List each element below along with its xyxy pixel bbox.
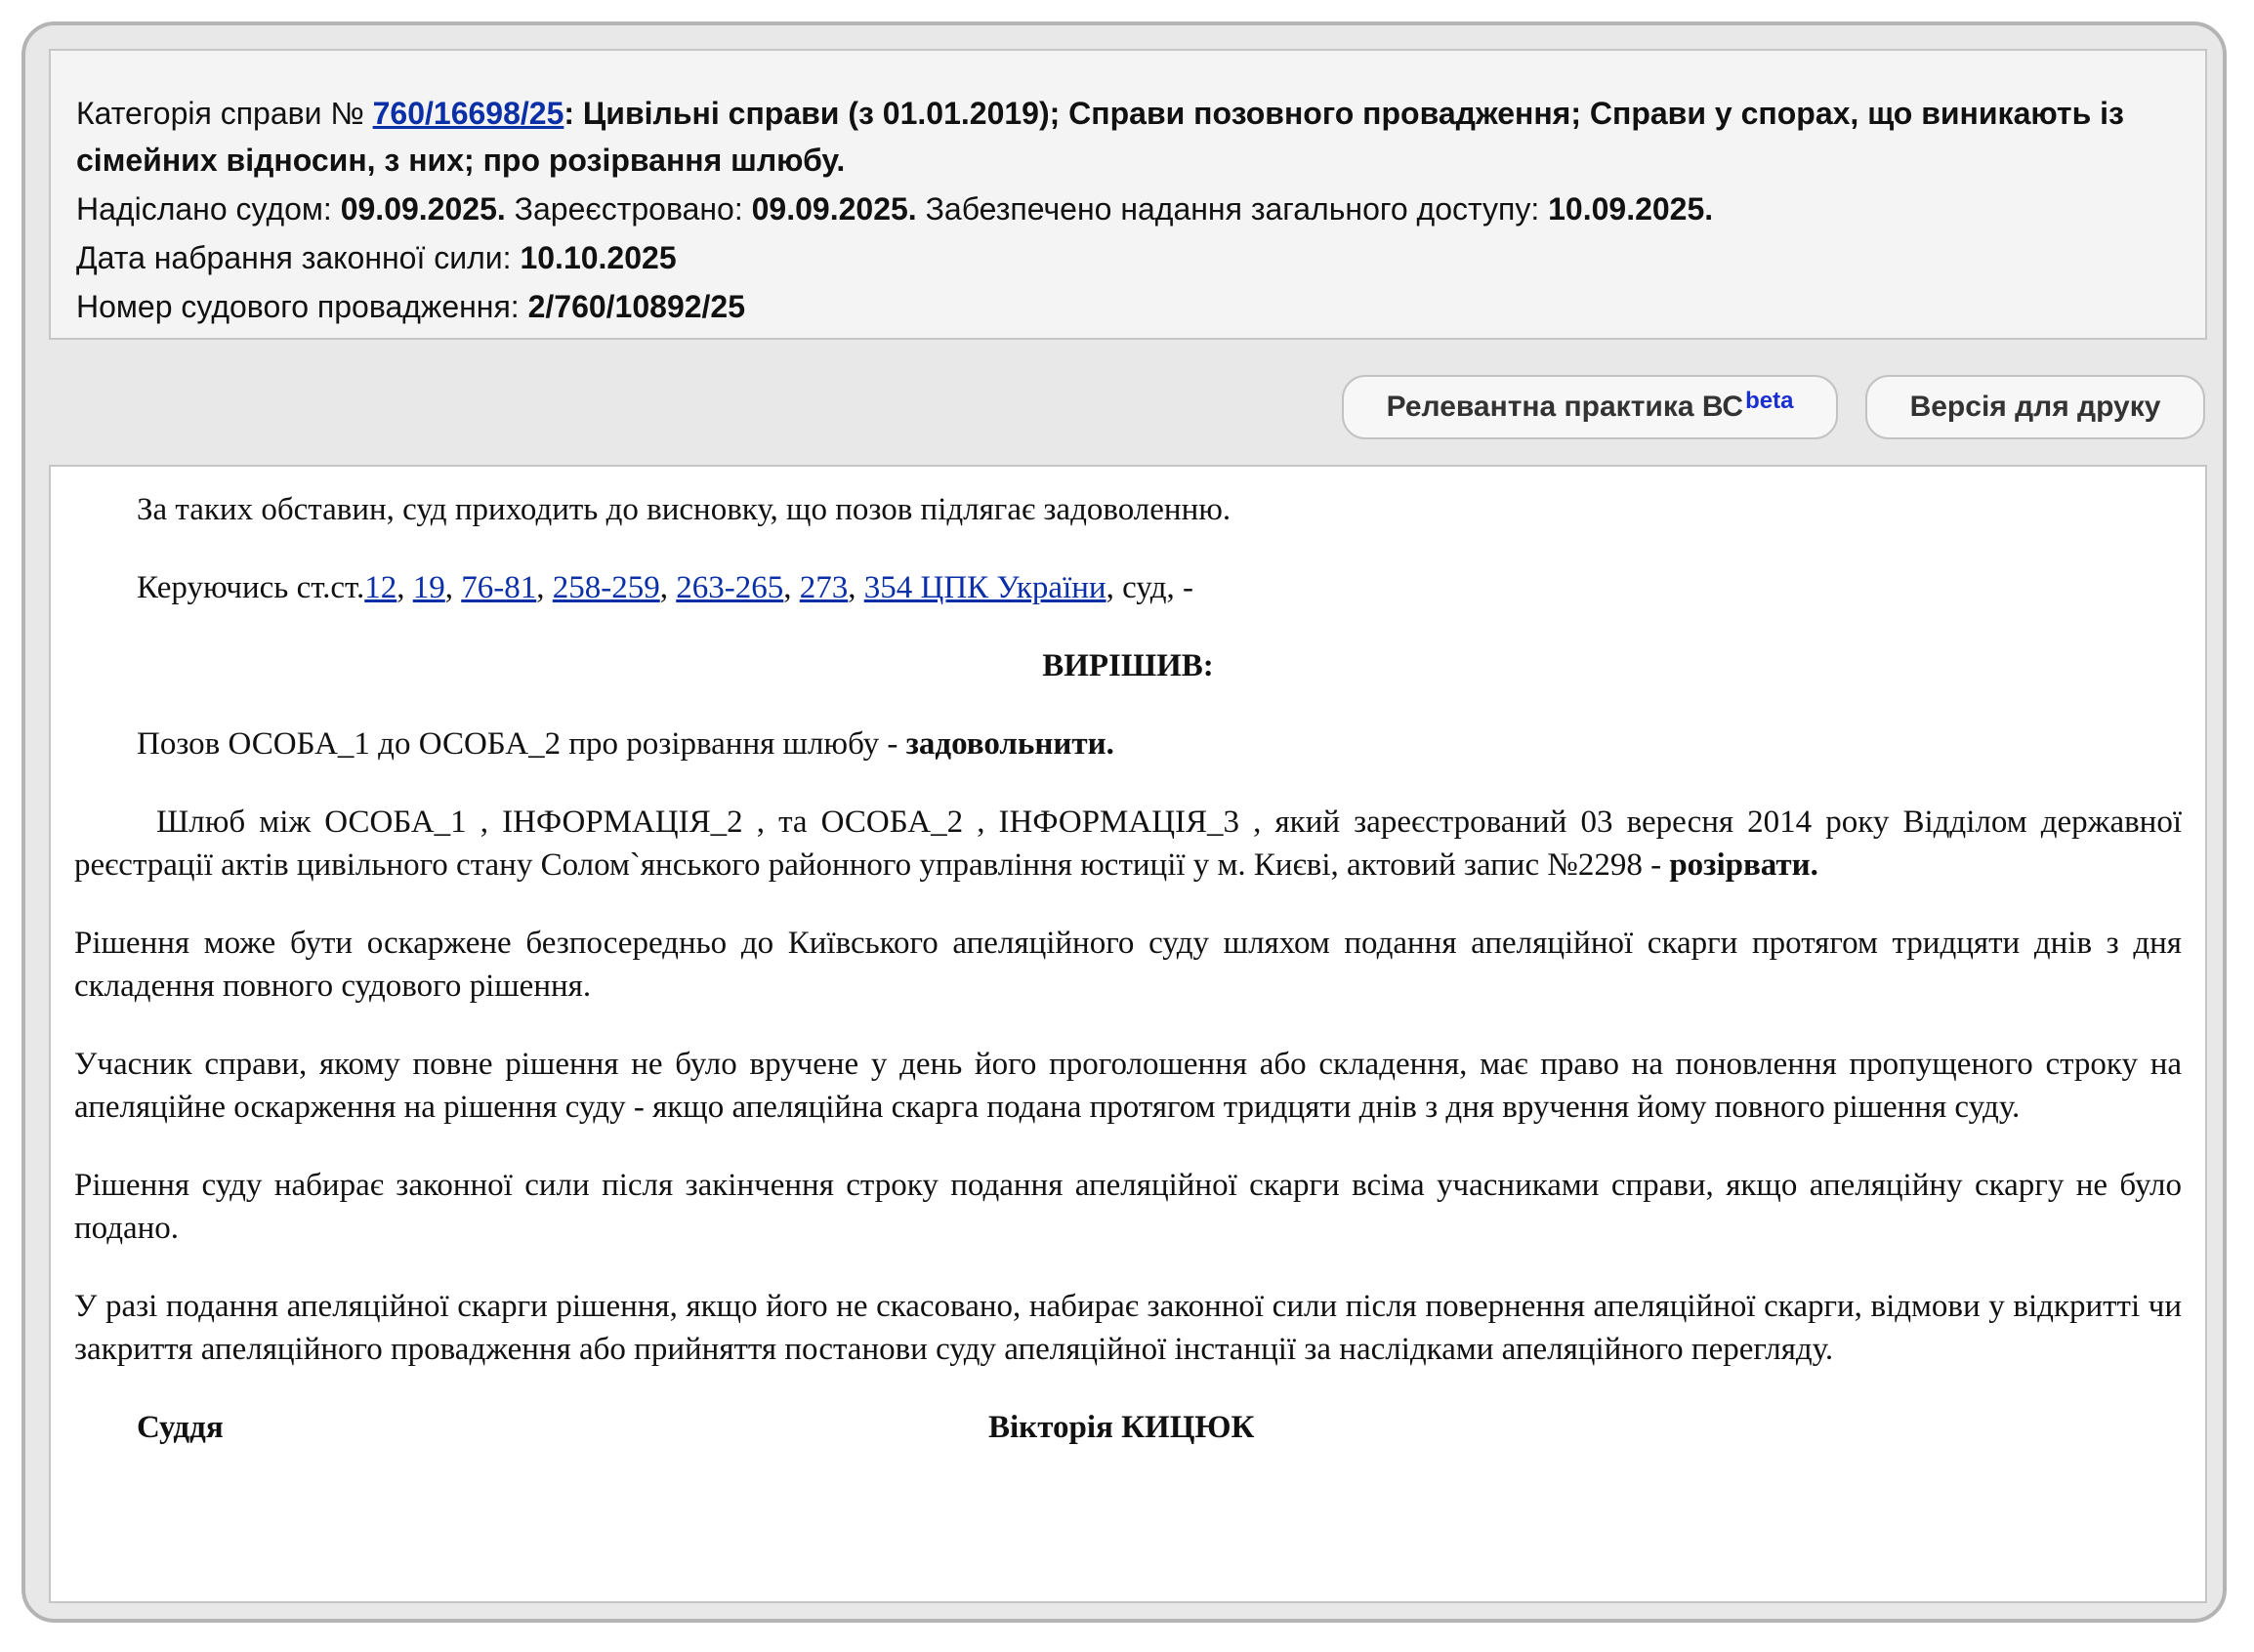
relevant-practice-button[interactable]: [1342, 375, 1838, 439]
marriage-text: Шлюб між ОСОБА_1 , ІНФОРМАЦІЯ_2 , та ОСОБА_2 , ІНФОРМАЦІЯ_3 , який зареєстрований 03 вересня 2014 року Відділом державної реєстрації актів цивільного стану Солом`янського районного управління юстиції у м. Києві, актовий запис №2298 -: [74, 805, 2182, 883]
case-category-line: [76, 90, 2180, 184]
force-label: Дата набрання законної сили:: [76, 240, 521, 275]
paragraph-appeal: Рішення може бути оскаржене безпосередньо до Київського апеляційного суду шляхом подання апеляційної скарги протягом тридцяти днів з дня складення повного судового рішення.: [74, 926, 2182, 1004]
beta-badge: beta: [1745, 388, 1794, 414]
articles-prefix: Керуючись ст.ст.: [137, 570, 365, 605]
article-link-258-259[interactable]: 258-259: [552, 570, 660, 605]
article-link-354-cpk[interactable]: 354 ЦПК України: [863, 570, 1106, 605]
paragraph-legal-force: Рішення суду набирає законної сили після закінчення строку подання апеляційної скарги всіма учасниками справи, якщо апеляційну скаргу не було подано.: [74, 1168, 2182, 1246]
signature-block: [74, 1406, 2182, 1449]
judge-label: Суддя: [137, 1410, 224, 1445]
claim-text: Позов ОСОБА_1 до ОСОБА_2 про розірвання шлюбу -: [137, 726, 906, 762]
case-number-link[interactable]: 760/16698/25: [372, 96, 564, 131]
category-text: : Цивільні справи (з 01.01.2019); Справи позовного провадження; Справи у спорах, що виникають із сімейних відносин, з них; про розірвання шлюбу.: [76, 96, 2124, 178]
dates-line: [76, 186, 2180, 232]
paragraph-claim-granted: [74, 723, 2182, 765]
articles-suffix: , суд, -: [1106, 570, 1193, 605]
access-date: 10.09.2025.: [1548, 191, 1714, 227]
case-info-panel: [49, 49, 2207, 340]
separator: ,: [659, 570, 677, 605]
category-prefix: Категорія справи №: [76, 96, 373, 131]
separator: ,: [848, 570, 864, 605]
proceeding-label: Номер судового провадження:: [76, 289, 528, 324]
separator: ,: [536, 570, 553, 605]
force-date: 10.10.2025: [520, 240, 677, 275]
document-frame: [21, 21, 2227, 1623]
marriage-verdict: розірвати.: [1669, 847, 1818, 883]
article-link-12[interactable]: 12: [364, 570, 397, 605]
sent-label: Надіслано судом:: [76, 191, 341, 227]
toolbar: [25, 375, 2223, 443]
proceeding-number: 2/760/10892/25: [527, 289, 746, 324]
access-label: Забезпечено надання загального доступу:: [916, 191, 1549, 227]
article-link-19[interactable]: 19: [412, 570, 445, 605]
paragraph-renewal: Учасник справи, якому повне рішення не було вручене у день його проголошення або складення, має право на поновлення пропущеного строку на апеляційне оскарження на рішення суду - якщо апеляційна скарга подана протягом тридцяти днів з дня вручення йому повного рішення суду.: [74, 1047, 2182, 1125]
proceeding-line: [76, 283, 2180, 330]
decided-heading: ВИРІШИВ:: [1042, 648, 1214, 683]
paragraph-appeal-force: У разі подання апеляційної скарги рішення, якщо його не скасовано, набирає законної сили після повернення апеляційної скарги, відмови у відкритті чи закриття апеляційного провадження або прийняття постанови суду апеляційної інстанції за наслідками апеляційного перегляду.: [74, 1289, 2182, 1367]
claim-verdict: задовольнити.: [905, 726, 1114, 762]
article-link-263-265[interactable]: 263-265: [676, 570, 784, 605]
registered-date: 09.09.2025.: [751, 191, 917, 227]
relevant-practice-label: Релевантна практика ВС: [1386, 391, 1744, 423]
paragraph-articles: [74, 566, 2182, 609]
print-version-button[interactable]: Версія для друку: [1865, 375, 2205, 439]
article-link-76-81[interactable]: 76-81: [461, 570, 537, 605]
separator: ,: [397, 570, 413, 605]
decision-text-panel: [49, 465, 2207, 1603]
paragraph-marriage-dissolved: [74, 801, 2182, 887]
article-link-273[interactable]: 273: [799, 570, 849, 605]
separator: ,: [783, 570, 800, 605]
legal-force-line: [76, 234, 2180, 281]
separator: ,: [444, 570, 462, 605]
sent-date: 09.09.2025.: [340, 191, 506, 227]
registered-label: Зареєстровано:: [505, 191, 752, 227]
paragraph-conclusion: За таких обставин, суд приходить до висновку, що позов підлягає задоволенню.: [137, 492, 1231, 527]
judge-name: Вікторія КИЦЮК: [988, 1410, 1255, 1445]
